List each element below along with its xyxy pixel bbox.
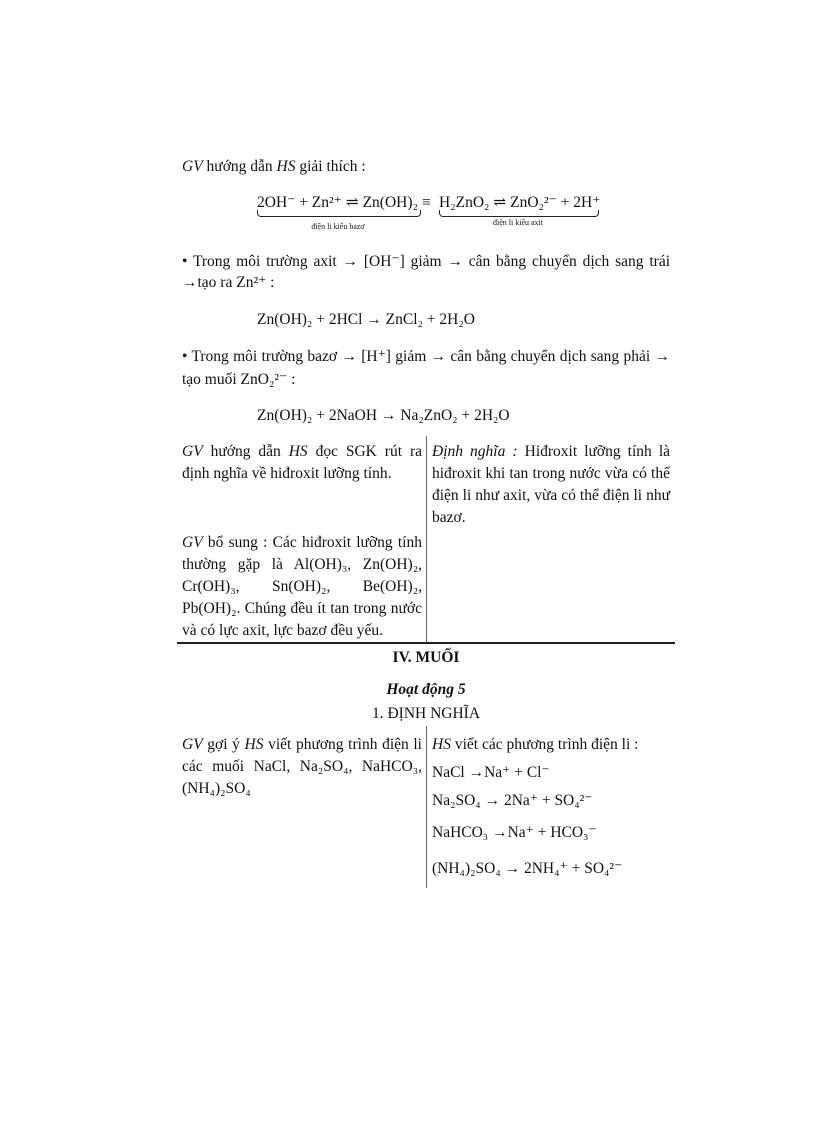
intro-text (182, 157, 366, 177)
reaction-naoh: Zn(OH)₂ + 2NaOH → Na₂ZnO₂ + 2H₂O (257, 407, 510, 424)
reaction-nh4-2so4: (NH₄)₂SO₄ → 2NH₄⁺ + SO₄²⁻ (432, 860, 623, 877)
underbrace-right (439, 210, 599, 217)
reaction-na2so4: Na₂SO₄ → 2Na⁺ + SO₄²⁻ (432, 792, 593, 809)
gv-abbr: GV (182, 158, 203, 175)
table1-divider (426, 436, 427, 643)
gv-abbr: GV (182, 443, 203, 460)
text: hướng dẫn (202, 443, 289, 460)
bullet-base-line2: tạo muối ZnO₂²⁻ : (182, 371, 296, 388)
table2-right-intro (432, 735, 638, 755)
reaction-nahco3: NaHCO₃ →Na⁺ + HCO₃⁻ (432, 824, 597, 841)
bullet-acid-line1: • Trong môi trường axit → [OH⁻] giảm → cân bằng chuyển dịch sang trái (182, 253, 670, 270)
text: đọc SGK rút ra định nghĩa về hiđroxit lưỡng tính. (182, 443, 422, 482)
equation-left: 2OH⁻ + Zn²⁺ ⇌ Zn(OH)₂ (257, 194, 418, 211)
activity-heading: Hoạt động 5 (386, 681, 466, 698)
text: viết các phương trình điện li : (450, 736, 639, 753)
reaction-nacl: NaCl →Na⁺ + Cl⁻ (432, 764, 550, 781)
label-acid-ionization: điện li kiểu axit (493, 218, 543, 227)
equation-right: H₂ZnO₂ ⇌ ZnO₂²⁻ + 2H⁺ (439, 194, 601, 211)
label-base-ionization: điện li kiểu bazơ (311, 222, 365, 231)
bullet-base-line1: • Trong môi trường bazơ → [H⁺] giảm → cân bằng chuyển dịch sang phải → (182, 348, 670, 365)
table2-divider (426, 726, 427, 888)
text: giải thích : (295, 158, 366, 175)
table1-bottom-rule (177, 642, 675, 644)
table1-right-definition (432, 441, 670, 529)
text: Hiđroxit lưỡng tính là hiđroxit khi tan trong nước vừa có thể điện li như axit, vừa có thể điện li như bazơ. (432, 443, 671, 526)
hs-abbr: HS (276, 158, 296, 175)
gv-abbr: GV (182, 534, 203, 551)
text: viết phương trình điện li các muối NaCl, Na₂SO₄, NaHCO₃, (NH₄)₂SO₄ (182, 736, 422, 797)
text: bổ sung : Các hiđroxit lưỡng tính thường gặp là Al(OH)₃, Zn(OH)₂, Cr(OH)₃, Sn(OH)₂, Be(OH)₂, Pb(OH)₂. Chúng đều ít tan trong nước và có lực axit, lực bazơ đều yếu. (182, 534, 422, 639)
table1-left-guide (182, 441, 422, 485)
definition-label: Định nghĩa : (432, 443, 518, 460)
bullet-acid-line2: →tạo ra Zn²⁺ : (182, 274, 275, 291)
reaction-hcl: Zn(OH)₂ + 2HCl → ZnCl₂ + 2H₂O (257, 311, 475, 328)
text: hướng dẫn (202, 158, 277, 175)
underbrace-left (257, 210, 421, 217)
subsection-title: 1. ĐỊNH NGHĨA (371, 705, 481, 722)
gv-abbr: GV (182, 736, 203, 753)
hs-abbr: HS (288, 443, 308, 460)
section-title: IV. MUỐI (392, 649, 460, 666)
hs-abbr: HS (432, 736, 451, 753)
equiv-sign: ≡ (422, 194, 431, 211)
table1-left-supplement (182, 532, 422, 642)
hs-abbr: HS (244, 736, 264, 753)
text: gợi ý (202, 736, 245, 753)
table2-left-prompt (182, 734, 422, 800)
